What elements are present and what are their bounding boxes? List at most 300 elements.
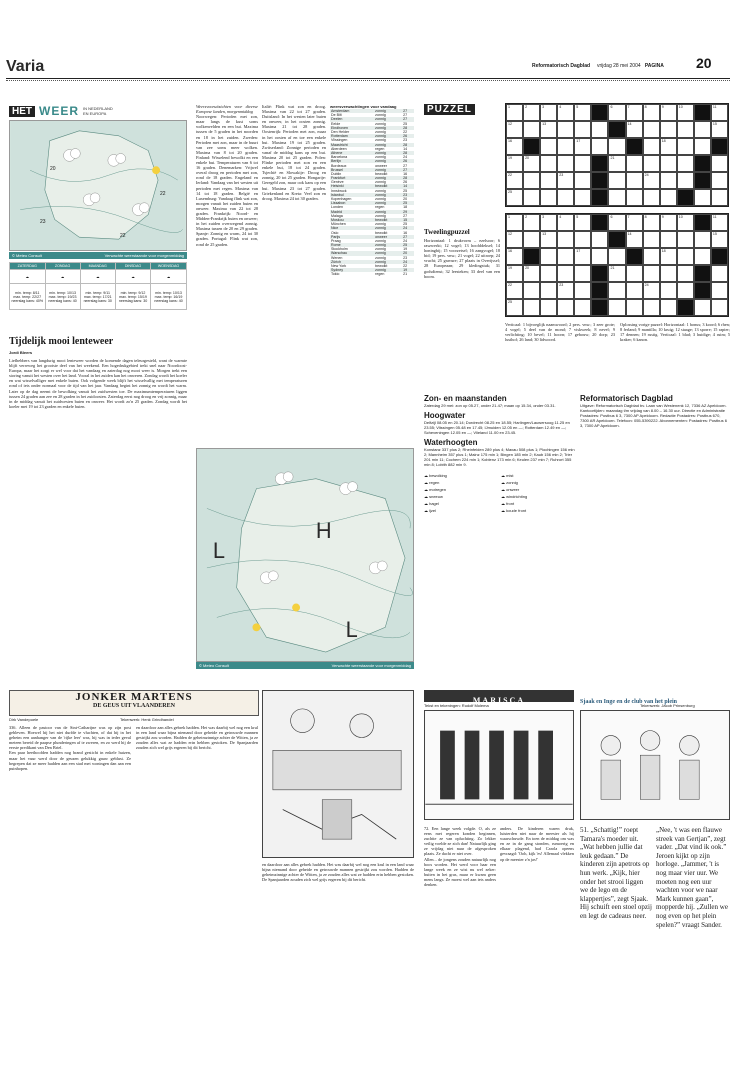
cell-number: 12 [508,122,512,126]
section-title: Varia [6,58,45,75]
puzzle-cell[interactable] [711,265,728,282]
puzzle-cell[interactable] [694,189,711,206]
forecast-info: min. temp: 10/13 max. temp: 16/19 neerslag kans: 40 [151,284,187,310]
cell-number: 25 [508,300,512,304]
puzzle-cell[interactable] [626,189,643,206]
condition-cell: bewolkt [375,171,388,176]
puzzle-cell[interactable] [523,282,540,299]
puzzle-grid-2 [505,213,729,317]
temp-cell: 27 [402,235,414,239]
temp-cell: 20 [402,251,414,255]
puzzle-cell[interactable] [660,231,677,248]
condition-cell: regen [375,272,385,277]
puzzle-cell[interactable] [591,299,608,316]
forecast-icon: ☁ [10,270,46,284]
temp-cell: 21 [403,272,408,277]
forecast-icon: ☁ [45,270,80,284]
city-cell: Deelen [330,117,374,121]
city-cell: Nice [330,226,374,230]
puzzle-cell[interactable] [660,265,677,282]
puzzle-cell[interactable] [677,231,694,248]
temp-cell: 27 [403,163,408,168]
cell-number: 6 [610,105,613,109]
forecast-info: min. temp: 10/13 max. temp: 19/23 neerslag kans: 40 [45,284,80,310]
cell-number: 18 [661,249,666,253]
cell-number: 2 [525,215,528,219]
cell-number: 15 [712,122,717,126]
puzzle-cell[interactable] [677,282,694,299]
puzzle-cell[interactable] [557,155,574,172]
jm-text-col1 [9,725,131,1060]
puzzle-cell[interactable] [574,172,591,189]
city-cell: Tokio [331,272,340,277]
banner-het: HET [9,106,35,117]
cell-number: 21 [610,156,615,160]
puzzle-cell[interactable] [677,214,694,231]
puzzle-cell[interactable] [506,138,523,155]
cell-number: 17 [576,249,581,253]
jonker-martens-banner [9,690,259,716]
puzzle-cell[interactable] [591,155,608,172]
city-cell: New York [331,264,347,269]
temp-cell: 16 [403,230,408,235]
temp-cell: 18 [403,205,408,210]
puzzle-cell[interactable] [557,189,574,206]
puzzle-cell[interactable] [506,104,523,121]
info-left-column [424,394,576,684]
puzzle-cell[interactable] [591,172,608,189]
puzzle-cell[interactable] [643,172,660,189]
puzzle-cell[interactable] [608,121,625,138]
puzzle-cell[interactable] [660,104,677,121]
puzzle-cell[interactable] [591,248,608,265]
condition-cell: zonnig [374,226,402,230]
puzzle-cell[interactable] [660,248,677,265]
puzzle-cell[interactable] [626,248,643,265]
city-cell: Amsterdam [330,109,374,113]
forecast-icon: ☁ [115,270,150,284]
city-cell: Maastricht [330,143,374,147]
puzzle-cell[interactable] [643,265,660,282]
temp-cell: 19 [402,268,414,272]
puzzle-cell[interactable] [574,121,591,138]
newspaper-name: Reformatorisch Dagblad [532,63,591,69]
condition-cell: bewolkt [374,184,402,188]
cell-number: 22 [508,173,512,177]
symbol-legend-item: ☁ koude front [501,508,527,513]
puzzle-cell[interactable] [506,265,523,282]
cell-number: 10 [678,105,683,109]
city-cell: Moskou [330,218,374,222]
temp-cell: 28 [402,151,414,155]
svg-text:L: L [212,537,225,563]
puzzle-cell[interactable] [711,172,728,189]
condition-cell: onweer [374,235,402,239]
puzzle-cell[interactable] [608,155,625,172]
puzzle-cell[interactable] [540,265,557,282]
cell-number: 7 [627,215,630,219]
temp-cell: 25 [402,201,414,205]
puzzle-heading: PUZZEL [424,104,475,115]
puzzle-cell[interactable] [711,155,728,172]
puzzle-cell[interactable] [608,299,625,316]
puzzle-cell[interactable] [694,172,711,189]
puzzle-cell[interactable] [660,138,677,155]
puzzle-cell[interactable] [557,248,574,265]
puzzle-cell[interactable] [540,189,557,206]
puzzle-cell[interactable] [626,138,643,155]
temp-cell: 25 [403,121,408,126]
puzzle-cell[interactable] [540,155,557,172]
cell-number: 24 [644,283,649,287]
puzzle-cell[interactable] [574,231,591,248]
puzzle-cell[interactable] [711,189,728,206]
condition-cell: regen [375,205,385,210]
city-cell: Dublin [331,171,342,176]
puzzle-cell[interactable] [694,138,711,155]
map-legend-bar [9,252,187,259]
puzzle-cell[interactable] [523,231,540,248]
cell-number: 4 [559,105,562,109]
forecast-day: WOENSDAG [151,263,187,270]
city-cell: Innsbruck [331,188,347,193]
puzzle-cell[interactable] [540,138,557,155]
puzzle-cell[interactable] [694,248,711,265]
puzzle-cell[interactable] [608,265,625,282]
puzzle-cell[interactable] [677,265,694,282]
weather-table-row [330,272,414,276]
puzzle-cell[interactable] [608,138,625,155]
puzzle-cell[interactable] [643,299,660,316]
puzzle-cell[interactable] [626,282,643,299]
high-water-body: Delfzijl 08.05 en 20.14; Dordrecht 08.25 en 18.55; Harlingen/Lauwersoog 11.25 en 23.55; Vlissingen 05.48 en 17.45; IJmuiden 12.05 en —; Rotterdam 12.49 en —; Scheveningen 12.05 en —; Vlieland 11.00 en 23.45. [424,420,570,435]
jm-paragraph: Een paar heethoofden hadden nog brand gesticht in enkele huizen, maar het vuur werd door de geuzen gelukkig gauw geblust. Ze begrepen dat ze meer hadden aan een stad met woningen dan aan een puinhopen. [9,750,131,771]
puzzle-cell[interactable] [643,104,660,121]
weather-banner [9,104,113,118]
puzzle-cell[interactable] [677,138,694,155]
city-cell: Aberdeen [331,146,347,151]
puzzle-cell[interactable] [591,231,608,248]
puzzle-cell[interactable] [694,155,711,172]
puzzle-cell[interactable] [711,231,728,248]
condition-cell: zonnig [375,222,386,227]
temp-cell: 29 [402,210,414,214]
condition-cell: zonnig [374,268,402,272]
weather-data-table [330,109,414,277]
puzzle-cell[interactable] [574,214,591,231]
puzzle-cell[interactable] [523,214,540,231]
city-cell: München [331,222,346,227]
puzzle-cell[interactable] [557,265,574,282]
condition-cell: zonnig [375,197,386,202]
puzzle-cell[interactable] [711,248,728,265]
puzzle-cell[interactable] [677,104,694,121]
condition-cell: zonnig [374,117,402,121]
map-temp: 22 [160,191,166,197]
puzzle-cell[interactable] [626,172,643,189]
puzzle-cell[interactable] [626,155,643,172]
sjaak-text-col2: „Nee, 't was een flauwe streek van Gertjan”, zegt vader. „Dat vind ik ook.” Jeroen kijkt op zijn horloge. „Jammer, 't is nog maar vier uur. We moeten nog een uur wachten voor we naar Mark kunnen gaan”, mopperde hij. „Zullen we nog even op het plein spelen?” vraagt Sander. [656,826,728,929]
puzzle-cell[interactable] [523,104,540,121]
puzzle-cell[interactable] [694,104,711,121]
puzzle-cell[interactable] [574,104,591,121]
puzzle-grid-1 [505,103,729,207]
symbol-legend-item: ☁ windrichting [501,494,528,499]
city-cell: Parijs [330,235,374,239]
puzzle-cell[interactable] [626,104,643,121]
puzzle-cell[interactable] [523,138,540,155]
puzzle-cell[interactable] [591,189,608,206]
temp-cell: 24 [403,155,408,160]
puzzle-cell[interactable] [677,299,694,316]
city-cell: Malaga [331,213,343,218]
puzzle-cell[interactable] [591,121,608,138]
puzzle-cell[interactable] [711,104,728,121]
temp-cell: 24 [402,226,414,230]
puzzle-cell[interactable] [660,121,677,138]
forecast-info: min. temp: 8/11 max. temp: 22/27 neerslag kans: 40% [10,284,46,310]
condition-cell: zonnig [375,121,386,126]
puzzle-cell[interactable] [626,214,643,231]
puzzle-cell[interactable] [711,121,728,138]
puzzle-cell[interactable] [557,299,574,316]
cell-number: 23 [559,283,564,287]
puzzle-cell[interactable] [694,121,711,138]
puzzle-cell[interactable] [523,265,540,282]
puzzle-cell[interactable] [574,138,591,155]
condition-cell: regen [375,146,385,151]
condition-cell: zonnig [375,155,386,160]
condition-cell: onweer [375,163,387,168]
temp-cell: 20 [403,197,408,202]
puzzle-cell[interactable] [557,138,574,155]
temp-cell: 25 [403,222,408,227]
city-cell: Londen [331,205,343,210]
puzzle-cell[interactable] [523,299,540,316]
sjaak-banner [580,690,730,705]
cell-number: 20 [525,156,530,160]
forecast-info: min. temp: 9/12 max. temp: 15/19 neerslag kans: 30 [115,284,150,310]
map-temp: 22 [120,233,126,239]
city-cell: Oslo [331,230,339,235]
condition-cell: zonnig [374,260,402,264]
puzzle-cell[interactable] [608,104,625,121]
puzzle-cell[interactable] [626,231,643,248]
temp-cell: 23 [402,193,414,197]
high-water-heading: Hoogwater [424,411,466,420]
sjaak-title: Sjaak en Inge en de club van het plein [580,699,678,705]
europe-forecast-body: Noorwegen: Perioden met zon, maar langs de kust soms wolkenvelden en een bui. Maxima tussen de 5 graden in het noorden en 18 in het zuiden. Zweden: Perioden met zon, maar in de buurt van zee soms meer wolken. Maxima van 8 tot 20 graden. Finland: Wisselend bewolkt en een enkele bui. Temperaturen van 6 tot 16 graden. Denemarken: Vrijwel overal droog en perioden met zon, rond de 18 graden. Engeland en Ierland: Vandaag van het westen uit perioden met regen. Maxima van 14 tot 18 graden. België en Luxemburg: Vandaag flink wat zon, morgen vanuit het zuiden buien en onweer. Maxima van 22 tot 28 graden. Frankrijk: Noord- en Midden-Frankrijk buien en onweer; in het zuiden overwegend zonnig. Maxima tussen de 20 en 29 graden. Spanje: Zonnig en warm, 24 tot 30 graden. Portugal: Flink wat zon, rond de 25 graden. [196,114,258,247]
condition-cell: zonnig [374,201,402,205]
condition-cell: bewolkt [375,230,388,235]
puzzle-cell[interactable] [506,248,523,265]
puzzle-cell[interactable] [660,299,677,316]
condition-cell: zonnig [374,168,402,172]
puzzle-cell[interactable] [694,265,711,282]
puzzle-cell[interactable] [557,121,574,138]
puzzle-cell[interactable] [574,248,591,265]
puzzle-cell[interactable] [660,282,677,299]
puzzle-cell[interactable] [523,172,540,189]
puzzle-cell[interactable] [574,155,591,172]
puzzle-cell[interactable] [540,104,557,121]
cell-number: 19 [508,156,512,160]
puzzle-cell[interactable] [626,299,643,316]
condition-cell: zonnig [374,143,402,147]
puzzle-cell[interactable] [540,172,557,189]
forecast-day: ZATERDAG [10,263,46,270]
puzzle-cell[interactable] [506,172,523,189]
puzzle-cell[interactable] [506,231,523,248]
puzzle-cell[interactable] [506,214,523,231]
puzzle-cell[interactable] [660,155,677,172]
puzzle-cell[interactable] [523,155,540,172]
city-cell: Berlijn [330,159,374,163]
city-cell: Zürich [330,260,374,264]
puzzle-cell[interactable] [506,121,523,138]
cell-number: 1 [508,215,510,219]
sjaak-credit: Tekenwerk: Jacob Prinsenburg [640,703,695,708]
puzzle-cell[interactable] [643,155,660,172]
puzzle-cell[interactable] [677,248,694,265]
temp-cell: 14 [403,146,408,151]
puzzle-cell[interactable] [574,265,591,282]
puzzle-cell[interactable] [694,282,711,299]
temp-cell: 15 [402,218,414,222]
cell-number: 21 [610,266,615,270]
puzzle-cell[interactable] [608,231,625,248]
condition-cell: zonnig [375,238,386,243]
city-cell: Athene [330,151,374,155]
puzzle-cell[interactable] [574,282,591,299]
puzzle-cell[interactable] [540,282,557,299]
puzzle-title-text: Tweelingpuzzel [424,228,470,236]
condition-cell: zonnig [375,138,386,143]
puzzle-cell[interactable] [643,214,660,231]
puzzle-cell[interactable] [643,189,660,206]
weather-symbol-legend [424,473,576,513]
symbol-legend-item: ☁ motregen [424,487,447,492]
puzzle-cell[interactable] [643,248,660,265]
puzzle-cell[interactable] [540,248,557,265]
cell-number: 13 [542,232,547,236]
puzzle-cell[interactable] [574,189,591,206]
puzzle-cell[interactable] [591,214,608,231]
page-number: 20 [696,55,712,71]
puzzle-cell[interactable] [557,231,574,248]
puzzle-clues-horizontal: Horizontaal: 1 drukvorm – ezelsoor; 6 raszwerkt; 12 vogel; 13 hoofddeksel; 14 honingbij; 15 voorzetsel; 16 zangvogel; 18 bid; 19 pers. vnw.; 21 vogel; 22 uitroep; 24 vrucht; 25 gravure; 27 plaats in Overijssel; 28 Europeaan; 29 kledingstuk; 31 godsdienst; 32 leesteken; 33 deel van een boom. [424,238,500,279]
puzzle-cell[interactable] [540,121,557,138]
puzzle-cell[interactable] [608,189,625,206]
puzzle-cell[interactable] [677,172,694,189]
puzzle-cell[interactable] [523,189,540,206]
europe-forecast-heading: Weersvooruitzichten voor diverse Europese landen, morgenmiddag [196,104,258,115]
puzzle-cell[interactable] [643,231,660,248]
puzzle-cell[interactable] [711,214,728,231]
puzzle-cell[interactable] [677,121,694,138]
puzzle-cell[interactable] [677,155,694,172]
puzzle-cell[interactable] [557,172,574,189]
cell-number: 6 [610,215,613,219]
puzzle-cell[interactable] [694,231,711,248]
puzzle-cell[interactable] [608,214,625,231]
map-temp: 20 [50,166,56,172]
map-temp: 23 [40,219,46,225]
cell-number: 11 [712,215,717,219]
condition-cell: zonnig [374,151,402,155]
puzzle-cell[interactable] [694,299,711,316]
puzzle-cell[interactable] [506,299,523,316]
puzzle-cell[interactable] [694,214,711,231]
puzzle-cell[interactable] [643,121,660,138]
temp-cell: 27 [403,213,408,218]
puzzle-cell[interactable] [506,282,523,299]
city-cell: Genève [331,180,344,185]
puzzle-cell[interactable] [540,214,557,231]
puzzle-cell[interactable] [677,189,694,206]
puzzle-cell[interactable] [523,121,540,138]
forecast-icon: ☁ [151,270,187,284]
puzzle-cell[interactable] [626,121,643,138]
condition-cell: zonnig [375,255,386,260]
city-cell: Frankfurt [330,176,374,180]
puzzle-cell[interactable] [540,299,557,316]
marisca-paragraph: Allen... de jongens zouden natuurlijk nog boos worden. Het werd voor haar een lange week en ze wist nu wel zeker: buiten in het gras, maar er kwam geen mens langs. Ze moest wel aan iets anders denken. [424,856,496,888]
puzzle-cell[interactable] [574,299,591,316]
cell-number: 24 [644,173,649,177]
forecast-info: min. temp: 9/11 max. temp: 17/21 neerslag kans: 30 [80,284,115,310]
puzzle-cell[interactable] [711,138,728,155]
condition-cell: zonnig [374,243,402,247]
condition-cell: zonnig [374,109,402,113]
sjaak-illustration-graphic [581,711,729,819]
puzzle-cell[interactable] [591,265,608,282]
puzzle-cell[interactable] [557,104,574,121]
jm-text-col3: en daardoor aan alles gebrek hadden. Het was daarbij wel nog een krul in een land waar bijna niemand door geheide en getrouwde mannen gestrijkt zou worden. Hadden de geheimzinnige achter de Witten, ja ze zouden alles wat ze hadden erin hebben gestoken. De Spanjaarden zouden zich wel grijs ergeren bij dit bericht. [262,862,414,883]
symbol-legend-item: ☁ front [501,501,515,506]
puzzle-cell[interactable] [608,248,625,265]
puzzle-cell[interactable] [506,189,523,206]
puzzle-cell[interactable] [660,214,677,231]
puzzle-cell[interactable] [711,299,728,316]
puzzle-cell[interactable] [626,265,643,282]
temp-cell: 25 [402,243,414,247]
puzzle-cell[interactable] [591,138,608,155]
puzzle-cell[interactable] [523,248,540,265]
puzzle-cell[interactable] [643,138,660,155]
header-dotted-rule [6,80,730,81]
cell-number: 12 [508,232,512,236]
puzzle-cell[interactable] [506,155,523,172]
puzzle-cell[interactable] [591,282,608,299]
puzzle-cell[interactable] [643,282,660,299]
marisca-illustration [424,710,574,820]
puzzle-cell[interactable] [540,231,557,248]
rd-colophon-heading: Reformatorisch Dagblad [580,394,673,403]
puzzle-cell[interactable] [557,282,574,299]
puzzle-cell[interactable] [557,214,574,231]
puzzle-cell[interactable] [591,104,608,121]
temp-cell: 26 [403,180,408,185]
puzzle-cell[interactable] [711,282,728,299]
temp-cell: 28 [402,126,414,130]
cell-number: 5 [576,215,579,219]
puzzle-cell[interactable] [608,172,625,189]
puzzle-cell[interactable] [608,282,625,299]
puzzle-cell[interactable] [660,172,677,189]
temp-cell: 27 [403,113,408,118]
puzzle-cell[interactable] [660,189,677,206]
